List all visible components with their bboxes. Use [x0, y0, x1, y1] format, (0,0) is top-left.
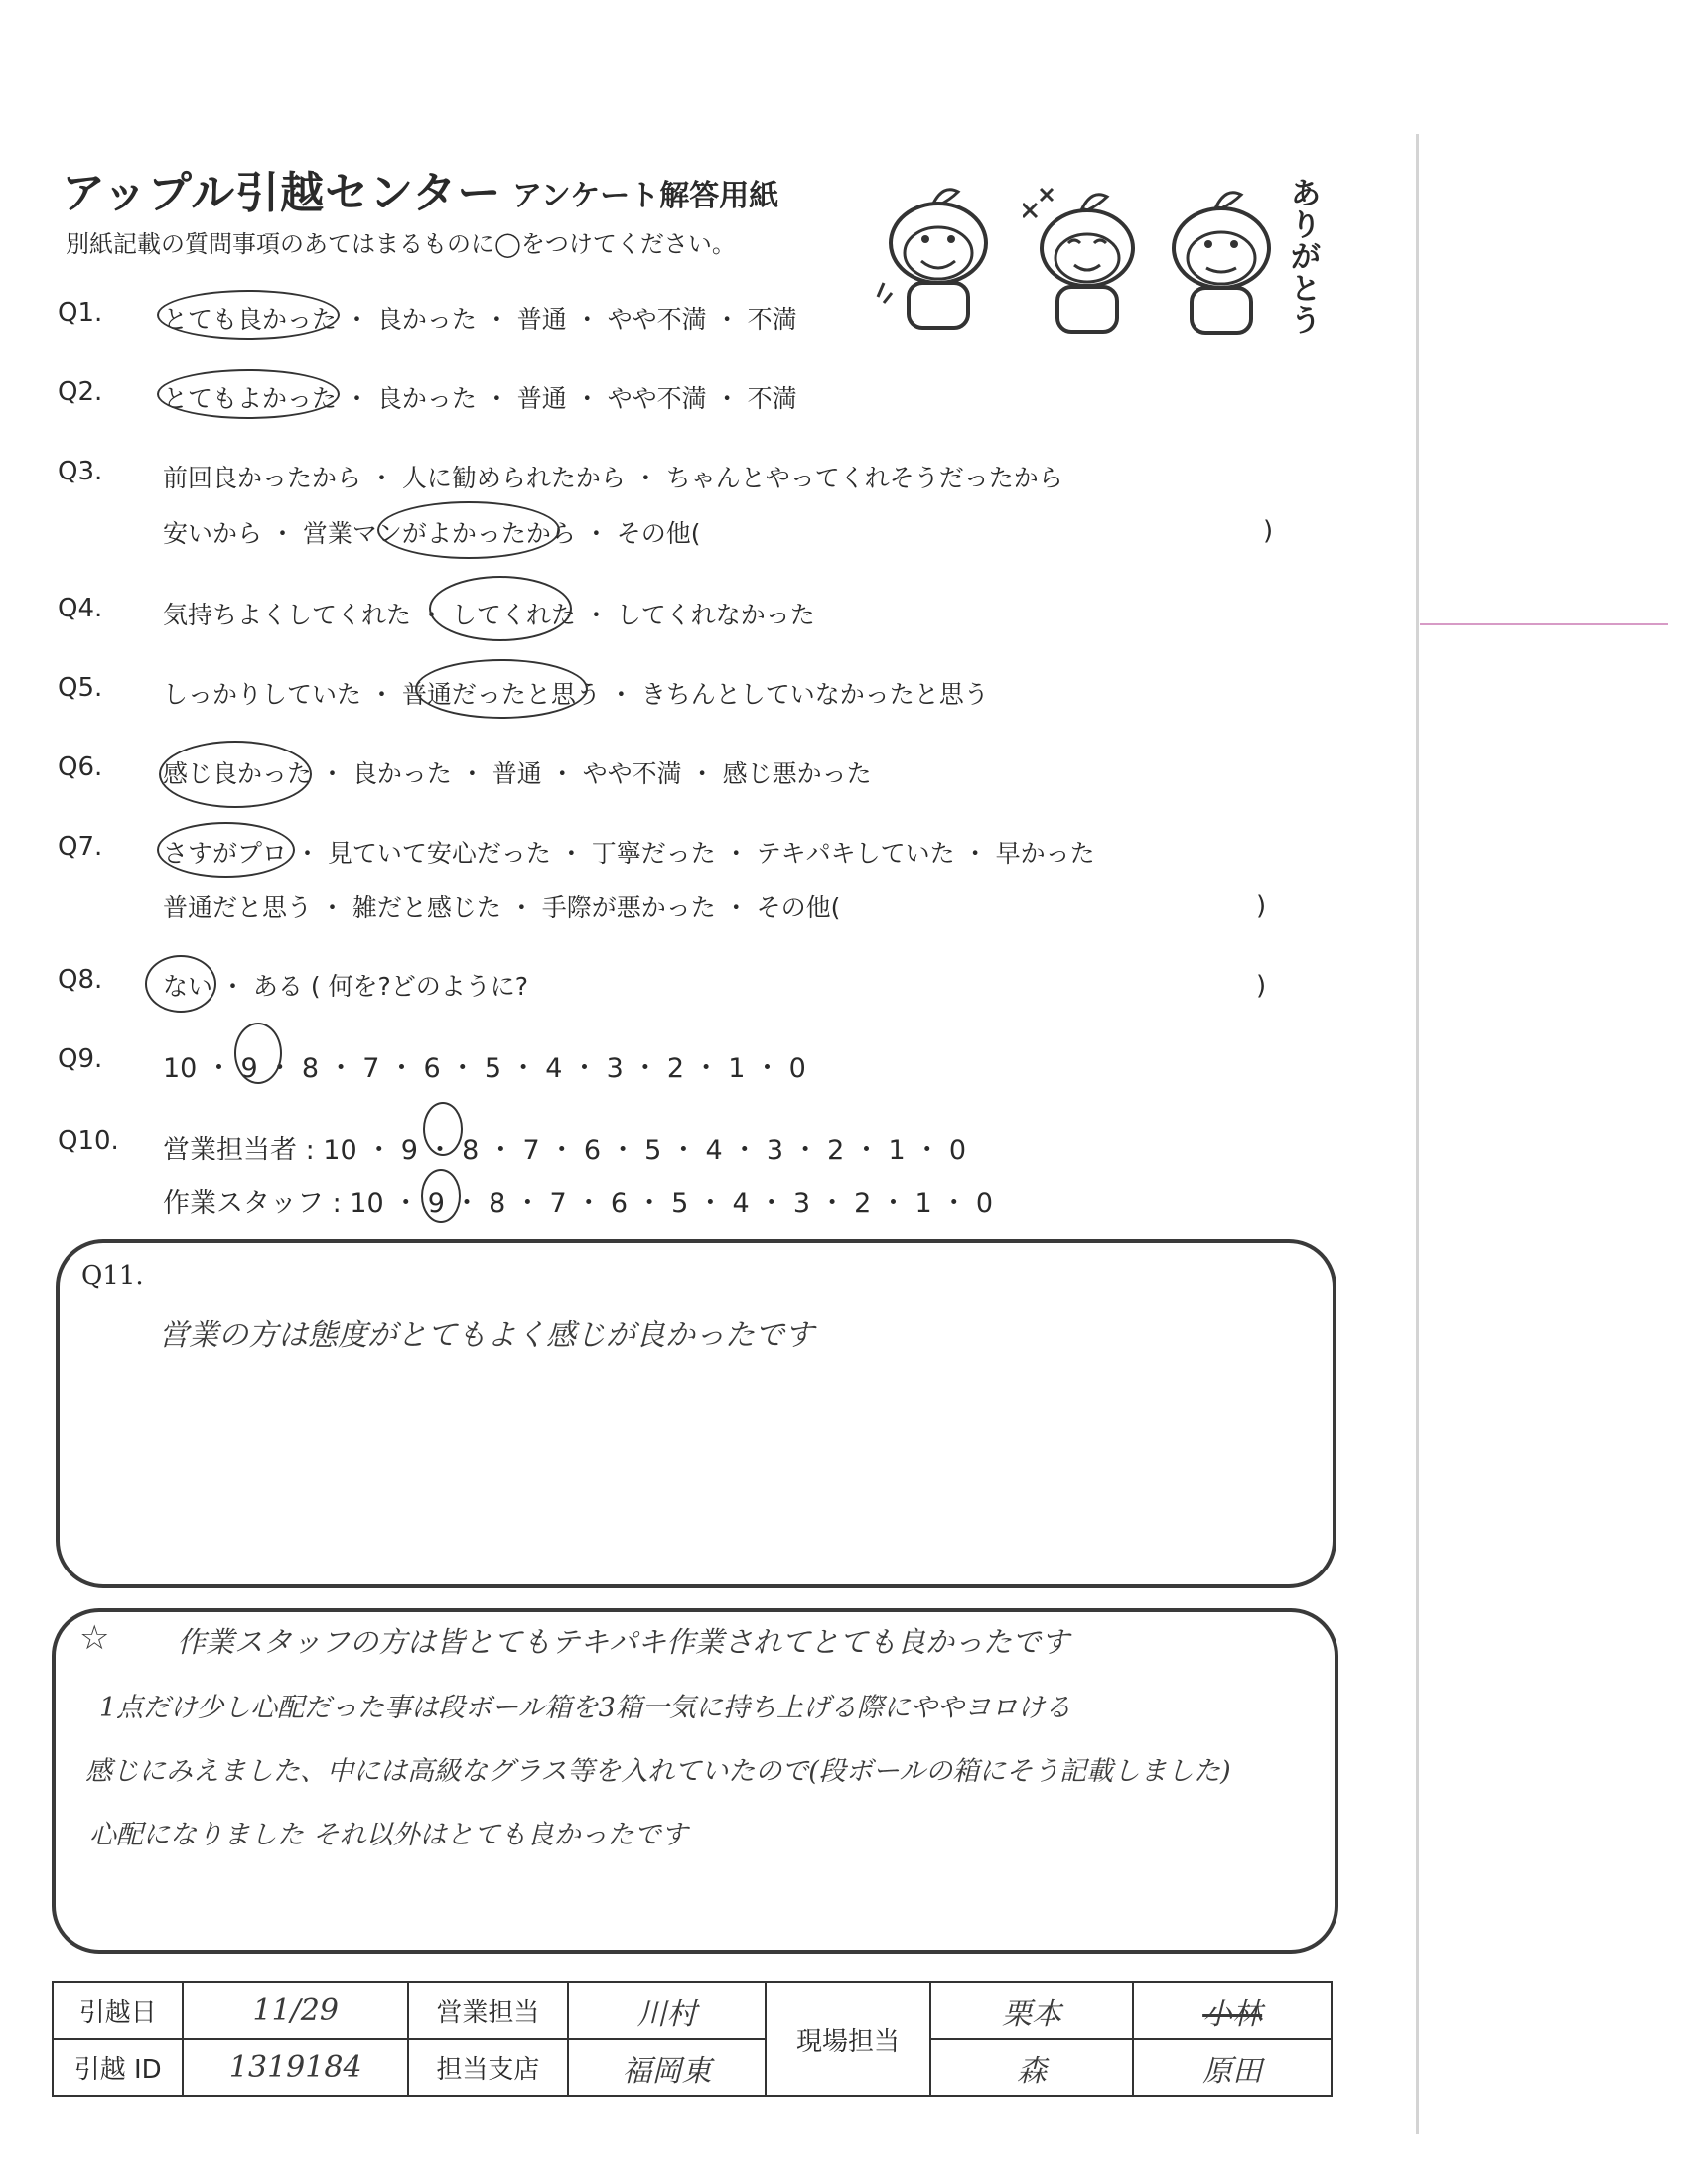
move-id-label: 引越 ID	[53, 2039, 183, 2096]
q11-label: Q11.	[81, 1261, 144, 1291]
margin-mark	[1420, 623, 1668, 625]
answer-circle	[159, 741, 312, 808]
sales-label: 営業担当	[408, 1982, 568, 2039]
answer-circle	[157, 290, 340, 340]
question-label: Q7.	[58, 832, 103, 862]
question-options: 安いから ・ 営業マンがよかったから ・ その他(	[163, 519, 701, 548]
sheet-edge	[1416, 134, 1419, 2134]
comment-line: 心配になりました それ以外はとても良かったです	[89, 1820, 688, 1850]
question-options: 感じ良かった ・ 良かった ・ 普通 ・ やや不満 ・ 感じ悪かった	[163, 759, 872, 788]
answer-circle	[377, 501, 560, 559]
q11-answer-box	[56, 1239, 1336, 1588]
company-title: アップル引越センター	[62, 168, 502, 218]
star-icon: ☆	[79, 1618, 110, 1658]
question-label: Q8.	[58, 965, 103, 995]
question-options: しっかりしていた ・ 普通だったと思う ・ きちんとしていなかったと思う	[163, 680, 989, 709]
footer-info-table	[52, 1981, 1333, 2097]
site-staff-struck-value: 小林	[1133, 1982, 1332, 2039]
question-options: 営業担当者 : 10 ・ 9 ・ 8 ・ 7 ・ 6 ・ 5 ・ 4 ・ 3 ・ 2 ・ 1 ・ 0	[163, 1135, 967, 1165]
question-options: 作業スタッフ : 10 ・ 9 ・ 8 ・ 7 ・ 6 ・ 5 ・ 4 ・ 3 ・ 2 ・ 1 ・ 0	[163, 1188, 994, 1219]
site-staff-value: 原田	[1133, 2039, 1332, 2096]
answer-circle	[415, 659, 588, 719]
site-staff-value: 栗本	[930, 1982, 1134, 2039]
sales-value: 川村	[568, 1982, 767, 2039]
question-options: とても良かった ・ 良かった ・ 普通 ・ やや不満 ・ 不満	[163, 305, 797, 334]
move-date-label: 引越日	[53, 1982, 183, 2039]
answer-circle	[145, 955, 216, 1013]
comment-line: 1点だけ少し心配だった事は段ボール箱を3箱一気に持ち上げる際にややヨロける	[99, 1693, 1071, 1723]
branch-value: 福岡東	[568, 2039, 767, 2096]
move-date-value: 11/29	[183, 1982, 408, 2039]
question-label: Q1.	[58, 298, 103, 328]
question-options: 普通だと思う ・ 雑だと感じた ・ 手際が悪かった ・ その他(	[163, 893, 841, 922]
close-paren: )	[1263, 516, 1274, 546]
instruction-text: 別紙記載の質問事項のあてはまるものに◯をつけてください。	[66, 230, 736, 258]
comment-line: 感じにみえました、中には高級なグラス等を入れていたので(段ボールの箱にそう記載しました)	[85, 1756, 1231, 1787]
question-label: Q3.	[58, 457, 103, 486]
branch-label: 担当支店	[408, 2039, 568, 2096]
move-id-value: 1319184	[183, 2039, 408, 2096]
mascot-thanks-text: ありがとう	[1291, 177, 1321, 339]
q11-handwritten-answer: 営業の方は態度がとてもよく感じが良かったです	[159, 1318, 814, 1353]
question-options: 10 ・ 9 ・ 8 ・ 7 ・ 6 ・ 5 ・ 4 ・ 3 ・ 2 ・ 1 ・ 0	[163, 1053, 806, 1084]
question-options: ない ・ ある ( 何を?どのように?	[163, 972, 529, 1001]
question-label: Q4.	[58, 594, 103, 623]
answer-circle	[429, 576, 572, 641]
question-label: Q5.	[58, 673, 103, 703]
question-label: Q6.	[58, 752, 103, 782]
comment-line: 作業スタッフの方は皆とてもテキパキ作業されてとても良かったです	[177, 1625, 1070, 1659]
site-staff-value: 森	[930, 2039, 1134, 2096]
question-label: Q2.	[58, 377, 103, 407]
form-subtitle: アンケート解答用紙	[512, 179, 779, 213]
question-options: とてもよかった ・ 良かった ・ 普通 ・ やや不満 ・ 不満	[163, 384, 797, 413]
question-options: さすがプロ ・ 見ていて安心だった ・ 丁寧だった ・ テキパキしていた ・ 早かった	[163, 839, 1095, 868]
answer-circle	[234, 1023, 282, 1084]
close-paren: )	[1256, 891, 1267, 921]
monkey-mascot-icon	[874, 174, 1003, 338]
monkey-mascot-icon	[1157, 179, 1286, 342]
question-options: 気持ちよくしてくれた ・ してくれた ・ してくれなかった	[163, 601, 815, 629]
question-options: 前回良かったから ・ 人に勧められたから ・ ちゃんとやってくれそうだったから	[163, 464, 1063, 492]
answer-circle	[423, 1102, 463, 1156]
answer-circle	[157, 369, 340, 419]
answer-circle	[421, 1169, 461, 1223]
monkey-mascot-icon	[1023, 184, 1152, 342]
question-label: Q10.	[58, 1126, 119, 1156]
close-paren: )	[1256, 971, 1267, 1001]
site-label: 現場担当	[766, 1982, 929, 2096]
question-label: Q9.	[58, 1044, 103, 1074]
answer-circle	[157, 822, 295, 878]
